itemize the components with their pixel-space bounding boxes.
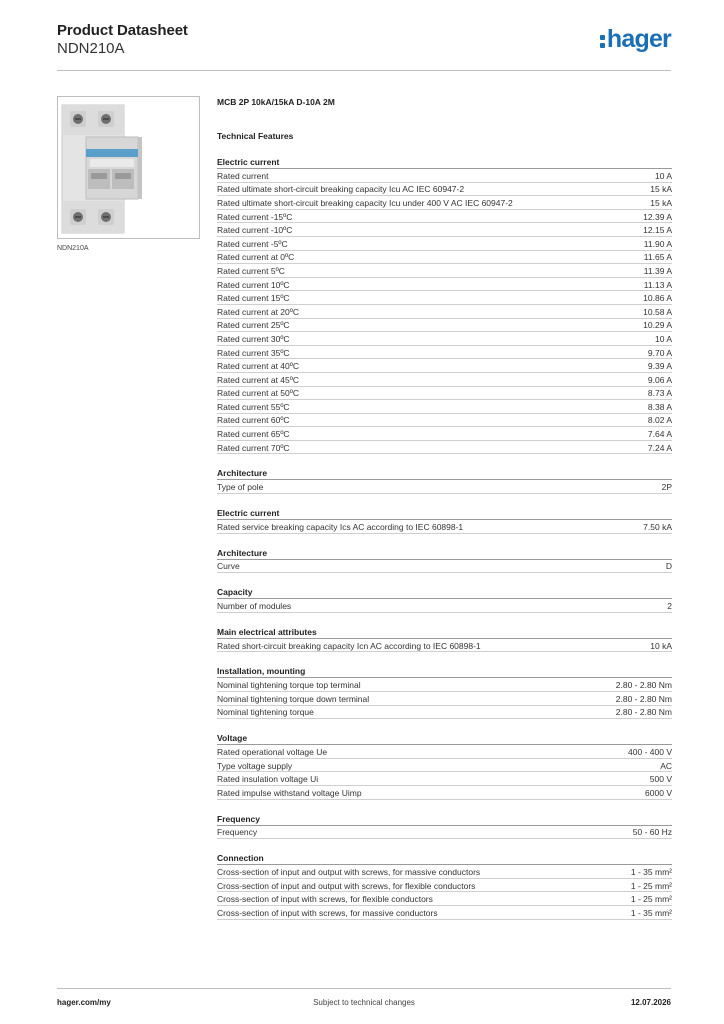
spec-section [217, 813, 672, 840]
spec-section [217, 852, 672, 919]
spec-label: Rated current 70ºC [217, 442, 290, 453]
spec-value: 1 - 35 mm² [630, 907, 672, 918]
spec-label: Rated current 5ºC [217, 265, 285, 276]
spec-label: Rated current -5ºC [217, 238, 288, 249]
spec-value: 15 kA [650, 184, 672, 195]
spec-value: 10.58 A [643, 306, 672, 317]
spec-row [217, 264, 672, 278]
spec-section [217, 156, 672, 454]
spec-label: Curve [217, 561, 240, 572]
spec-value: AC [660, 760, 672, 771]
spec-label: Rated current 55ºC [217, 401, 290, 412]
spec-label: Frequency [217, 827, 258, 838]
spec-label: Rated current 65ºC [217, 429, 290, 440]
spec-label: Rated current at 45ºC [217, 374, 300, 385]
spec-value: 1 - 25 mm² [630, 880, 672, 891]
product-image [57, 96, 200, 239]
spec-label: Rated current 35ºC [217, 347, 290, 358]
spec-value: 2P [661, 482, 672, 493]
spec-label: Nominal tightening torque down terminal [217, 693, 370, 704]
spec-value: 15 kA [650, 197, 672, 208]
spec-label: Number of modules [217, 601, 292, 612]
spec-value: 2.80 - 2.80 Nm [615, 680, 672, 691]
spec-row [217, 520, 672, 534]
spec-value: 11.65 A [643, 252, 672, 263]
spec-value: 7.50 kA [643, 521, 672, 532]
spec-row [217, 692, 672, 706]
spec-label: Rated current at 40ºC [217, 361, 300, 372]
section-title: Electric current [217, 156, 672, 169]
spec-value: 9.39 A [647, 361, 672, 372]
spec-value: 12.15 A [643, 225, 672, 236]
product-name: MCB 2P 10kA/15kA D-10A 2M [217, 97, 335, 107]
spec-row [217, 560, 672, 574]
spec-row [217, 480, 672, 494]
spec-row [217, 373, 672, 387]
section-title: Frequency [217, 813, 672, 826]
spec-value: 9.70 A [647, 347, 672, 358]
spec-row [217, 892, 672, 906]
spec-row [217, 772, 672, 786]
section-title: Architecture [217, 547, 672, 560]
spec-row [217, 196, 672, 210]
spec-value: 1 - 25 mm² [630, 894, 672, 905]
spec-label: Cross-section of input with screws, for massive conductors [217, 907, 438, 918]
page-subtitle: NDN210A [57, 40, 125, 57]
spec-value: 7.64 A [647, 429, 672, 440]
spec-value: 10 A [654, 170, 672, 181]
spec-row [217, 169, 672, 183]
footer-date: 12.07.2026 [630, 998, 671, 1007]
spec-label: Cross-section of input and output with screws, for massive conductors [217, 866, 481, 877]
spec-label: Rated current -10ºC [217, 225, 293, 236]
spec-value: 9.06 A [647, 374, 672, 385]
spec-value: 11.90 A [643, 238, 672, 249]
spec-value: 7.24 A [647, 442, 672, 453]
spec-row [217, 183, 672, 197]
spec-row [217, 251, 672, 265]
spec-label: Rated operational voltage Ue [217, 747, 328, 758]
spec-row [217, 319, 672, 333]
spec-label: Type of pole [217, 482, 264, 493]
spec-label: Cross-section of input and output with screws, for flexible conductors [217, 880, 476, 891]
spec-row [217, 865, 672, 879]
circuit-breaker-illustration [58, 97, 199, 238]
spec-value: 11.39 A [643, 265, 672, 276]
spec-label: Rated short-circuit breaking capacity Icn AC according to IEC 60898-1 [217, 640, 481, 651]
spec-row [217, 759, 672, 773]
spec-label: Cross-section of input with screws, for flexible conductors [217, 894, 433, 905]
spec-row [217, 346, 672, 360]
spec-label: Rated impulse withstand voltage Uimp [217, 787, 362, 798]
section-title: Electric current [217, 507, 672, 520]
spec-label: Rated insulation voltage Ui [217, 774, 319, 785]
spec-label: Rated current [217, 170, 269, 181]
spec-value: 500 V [649, 774, 672, 785]
spec-row [217, 879, 672, 893]
spec-value: 10.29 A [643, 320, 672, 331]
spec-section [217, 626, 672, 653]
spec-sections [217, 156, 672, 920]
spec-section [217, 507, 672, 534]
content-column [217, 96, 672, 920]
spec-label: Rated current -15ºC [217, 211, 293, 222]
spec-value: 2 [667, 601, 672, 612]
section-title: Architecture [217, 467, 672, 480]
section-title: Main electrical attributes [217, 626, 672, 639]
spec-label: Rated current 25ºC [217, 320, 290, 331]
page-header [57, 20, 671, 71]
spec-section [217, 467, 672, 494]
section-title: Voltage [217, 732, 672, 745]
spec-row [217, 786, 672, 800]
logo-text: hager [606, 25, 671, 53]
logo-colon-icon [600, 30, 606, 48]
spec-label: Rated current 30ºC [217, 333, 290, 344]
spec-row [217, 305, 672, 319]
spec-row [217, 400, 672, 414]
spec-value: 8.73 A [647, 388, 672, 399]
spec-row [217, 906, 672, 920]
spec-label: Rated current at 20ºC [217, 306, 300, 317]
spec-row [217, 826, 672, 840]
image-caption: NDN210A [57, 245, 89, 252]
spec-label: Nominal tightening torque [217, 707, 314, 718]
spec-row [217, 210, 672, 224]
spec-value: 8.38 A [647, 401, 672, 412]
spec-value: 10 A [654, 333, 672, 344]
spec-label: Rated current at 50ºC [217, 388, 300, 399]
footer-website[interactable]: hager.com/my [57, 998, 111, 1007]
page-title: Product Datasheet [57, 22, 188, 39]
spec-row [217, 745, 672, 759]
spec-value: 12.39 A [643, 211, 672, 222]
spec-value: 10.86 A [643, 293, 672, 304]
spec-value: 11.13 A [643, 279, 672, 290]
spec-label: Rated ultimate short-circuit breaking capacity Icu AC IEC 60947-2 [217, 184, 465, 195]
spec-label: Rated current 10ºC [217, 279, 290, 290]
page-footer [57, 988, 671, 1013]
spec-label: Type voltage supply [217, 760, 293, 771]
spec-label: Rated ultimate short-circuit breaking capacity Icu under 400 V AC IEC 60947-2 [217, 197, 513, 208]
spec-row [217, 678, 672, 692]
spec-row [217, 599, 672, 613]
section-title: Connection [217, 852, 672, 865]
spec-row [217, 278, 672, 292]
spec-value: 2.80 - 2.80 Nm [615, 693, 672, 704]
spec-value: 50 - 60 Hz [632, 827, 672, 838]
spec-row [217, 237, 672, 251]
footer-notice: Subject to technical changes [313, 998, 415, 1007]
spec-row [217, 291, 672, 305]
spec-row [217, 427, 672, 441]
spec-section [217, 665, 672, 719]
spec-value: D [665, 561, 672, 572]
spec-value: 10 kA [650, 640, 672, 651]
spec-row [217, 414, 672, 428]
spec-label: Rated service breaking capacity Ics AC according to IEC 60898-1 [217, 521, 464, 532]
spec-value: 1 - 35 mm² [630, 866, 672, 877]
spec-label: Rated current at 0ºC [217, 252, 295, 263]
spec-section [217, 732, 672, 799]
spec-row [217, 441, 672, 455]
spec-row [217, 332, 672, 346]
hager-logo [600, 26, 671, 52]
section-title: Capacity [217, 586, 672, 599]
spec-row [217, 387, 672, 401]
spec-section [217, 547, 672, 574]
spec-value: 2.80 - 2.80 Nm [615, 707, 672, 718]
spec-row [217, 223, 672, 237]
section-title: Installation, mounting [217, 665, 672, 678]
spec-row [217, 359, 672, 373]
spec-label: Nominal tightening torque top terminal [217, 680, 361, 691]
spec-value: 400 - 400 V [628, 747, 672, 758]
spec-label: Rated current 60ºC [217, 415, 290, 426]
spec-value: 8.02 A [647, 415, 672, 426]
spec-value: 6000 V [645, 787, 672, 798]
spec-row [217, 706, 672, 720]
technical-features-heading: Technical Features [217, 131, 294, 141]
spec-section [217, 586, 672, 613]
spec-row [217, 639, 672, 653]
spec-label: Rated current 15ºC [217, 293, 290, 304]
